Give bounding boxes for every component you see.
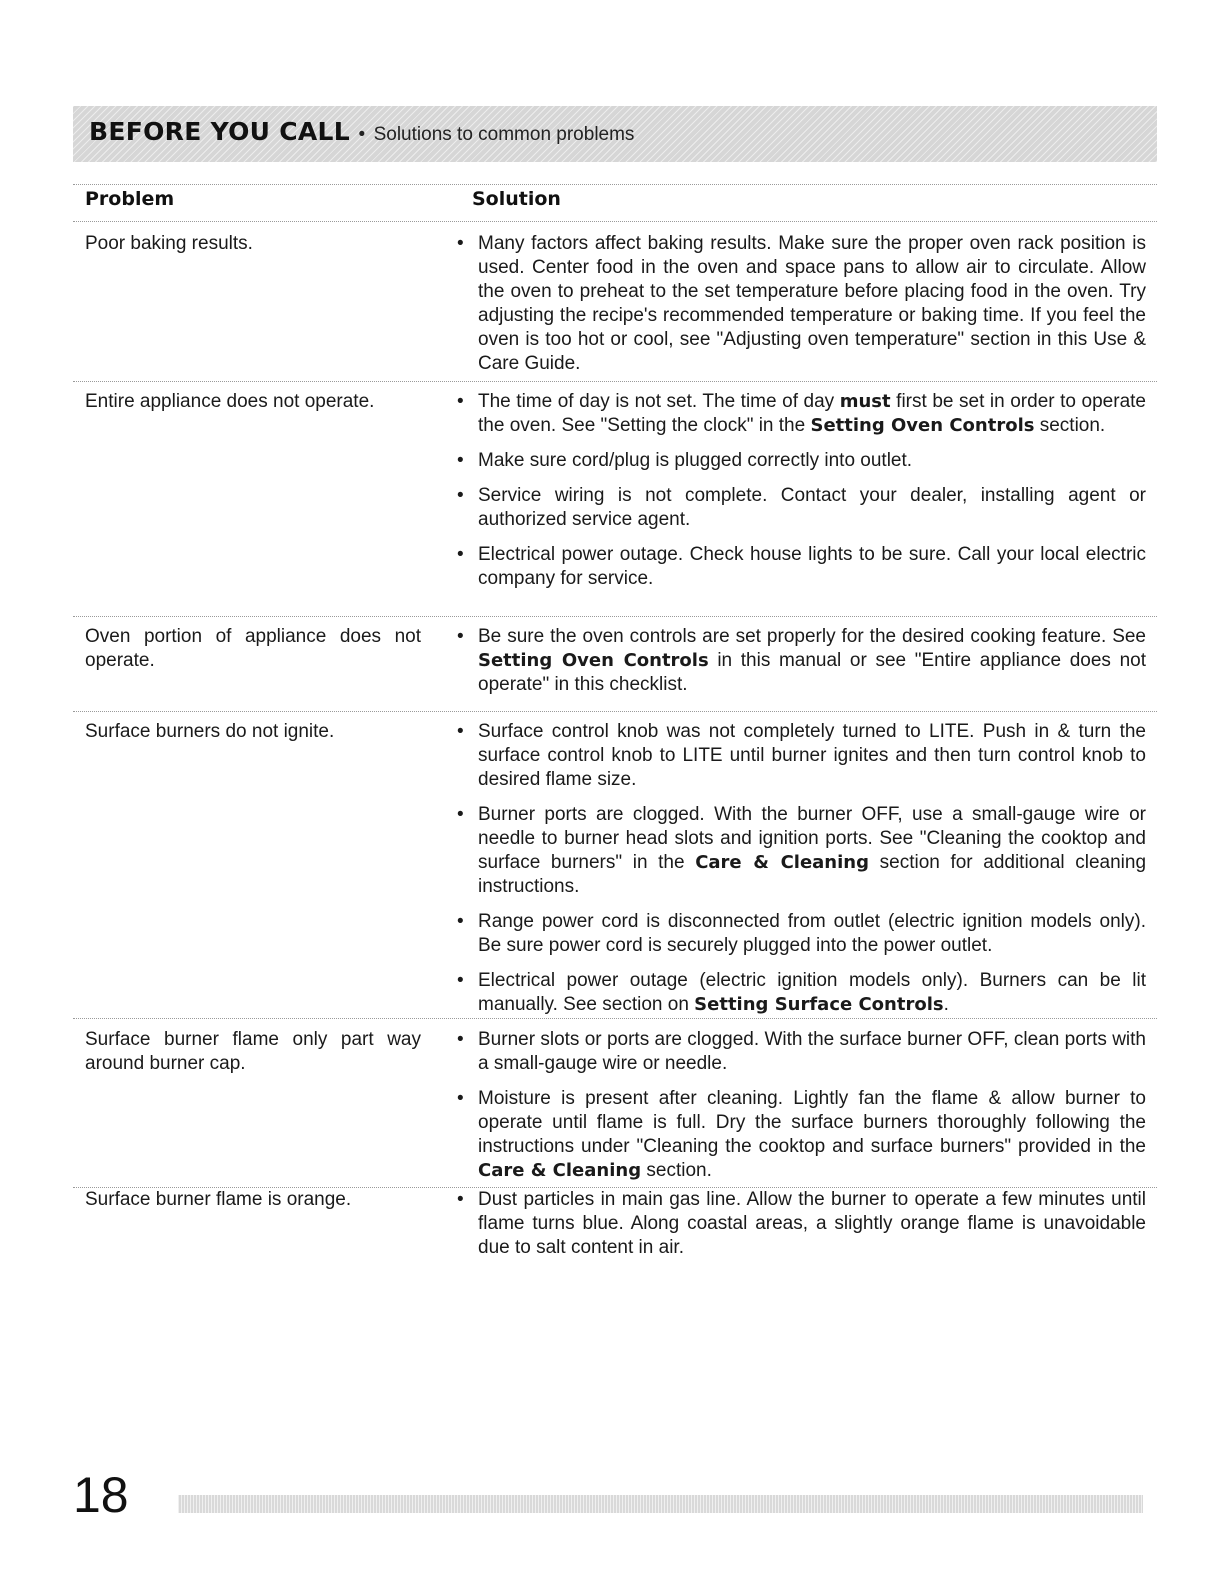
solution-text: Electrical power outage. Check house lights to be sure. Call your local electric company for service. — [478, 544, 1146, 589]
table-row — [73, 1028, 1157, 1188]
emphasis-text: Setting Surface Controls — [694, 994, 944, 1015]
solution-text: Burner slots or ports are clogged. With the surface burner OFF, clean ports with a small-gauge wire or needle. — [478, 1029, 1146, 1074]
section-subtitle: Solutions to common problems — [373, 124, 635, 145]
emphasis-text: Care & Cleaning — [478, 1160, 642, 1181]
solution-item — [456, 625, 1146, 697]
table-header — [73, 184, 1157, 222]
solution-list — [456, 232, 1146, 387]
table-row — [73, 232, 1157, 382]
solution-item — [456, 232, 1146, 376]
solution-item — [456, 1087, 1146, 1183]
solution-list — [456, 720, 1146, 1028]
problem-text: Surface burner flame is orange. — [85, 1189, 352, 1210]
table-row — [73, 1188, 1157, 1278]
table-row — [73, 625, 1157, 712]
problem-text: Poor baking results. — [85, 233, 253, 254]
solution-item — [456, 910, 1146, 958]
solution-text: Dust particles in main gas line. Allow the burner to operate a few minutes until flame turns blue. Along coastal areas, a slightly orange flame is unavoidable due to salt content in air. — [478, 1189, 1146, 1258]
solution-list — [456, 390, 1146, 602]
footer-bar — [178, 1495, 1143, 1513]
solution-item — [456, 803, 1146, 899]
solution-text: Range power cord is disconnected from outlet (electric ignition models only). Be sure power cord is securely plugged into the power outlet. — [478, 911, 1146, 956]
banner-separator: • — [358, 124, 366, 145]
solution-text: Surface control knob was not completely turned to LITE. Push in & turn the surface control knob to LITE until burner ignites and then turn control knob to desired flame size. — [478, 721, 1146, 790]
problem-text: Oven portion of appliance does not operate. — [85, 626, 421, 671]
problem-text: Surface burner flame only part way around burner cap. — [85, 1029, 421, 1074]
solution-text: Burner ports are clogged. With the burner OFF, use a small-gauge wire or needle to burner head slots and ignition ports. See "Cleaning the cooktop and surface burners" in the — [478, 804, 1146, 873]
section-banner — [73, 106, 1157, 162]
problem-text: Entire appliance does not operate. — [85, 391, 375, 412]
solution-text: Moisture is present after cleaning. Lightly fan the flame & allow burner to operate until flame is full. Dry the surface burners thoroughly following the instructions under "Cleaning the cooktop and surface burners" provided in the — [478, 1088, 1146, 1157]
solution-item — [456, 1188, 1146, 1260]
problem-text: Surface burners do not ignite. — [85, 721, 335, 742]
solution-text: section. — [1034, 415, 1106, 436]
section-title: BEFORE YOU CALL — [89, 117, 351, 146]
table-row — [73, 720, 1157, 1019]
solution-text: Many factors affect baking results. Make sure the proper oven rack position is used. Center food in the oven and space pans to allow air to circulate. Allow the oven to preheat to the set temperature before placing food in the oven. Try adjusting the recipe's recommended temperature or baking time. If you feel the oven is too hot or cool, see "Adjusting oven temperature" section in this Use & Care Guide. — [478, 233, 1146, 374]
column-header-problem: Problem — [85, 188, 175, 210]
page-number: 18 — [73, 1467, 129, 1523]
solution-list — [456, 625, 1146, 708]
solution-item — [456, 969, 1146, 1017]
solution-text: first be set in order to operate the oven. See "Setting the clock" in the — [478, 391, 1146, 436]
emphasis-text: Setting Oven Controls — [810, 415, 1035, 436]
banner-text — [89, 117, 634, 146]
solution-item — [456, 449, 1146, 473]
column-header-solution: Solution — [472, 188, 561, 210]
solution-item — [456, 390, 1146, 438]
solution-text: Service wiring is not complete. Contact your dealer, installing agent or authorized service agent. — [478, 485, 1146, 530]
solution-item — [456, 720, 1146, 792]
solution-list — [456, 1028, 1146, 1194]
solution-text: section for additional cleaning instructions. — [478, 852, 1147, 897]
solution-text: section. — [641, 1160, 712, 1181]
solution-text: in this manual or see "Entire appliance does not operate" in this checklist. — [478, 650, 1146, 695]
solution-list — [456, 1188, 1146, 1271]
emphasis-text: must — [839, 391, 891, 412]
emphasis-text: Care & Cleaning — [695, 852, 869, 873]
solution-text: . — [943, 994, 949, 1015]
solution-text: Be sure the oven controls are set properly for the desired cooking feature. See — [478, 626, 1146, 647]
table-row — [73, 390, 1157, 617]
solution-item — [456, 484, 1146, 532]
emphasis-text: Setting Oven Controls — [478, 650, 709, 671]
solution-text: The time of day is not set. The time of day — [478, 391, 840, 412]
solution-item — [456, 543, 1146, 591]
solution-item — [456, 1028, 1146, 1076]
solution-text: Make sure cord/plug is plugged correctly into outlet. — [478, 450, 913, 471]
solution-text: Electrical power outage (electric ignition models only). Burners can be lit manually. See section on — [478, 970, 1146, 1015]
